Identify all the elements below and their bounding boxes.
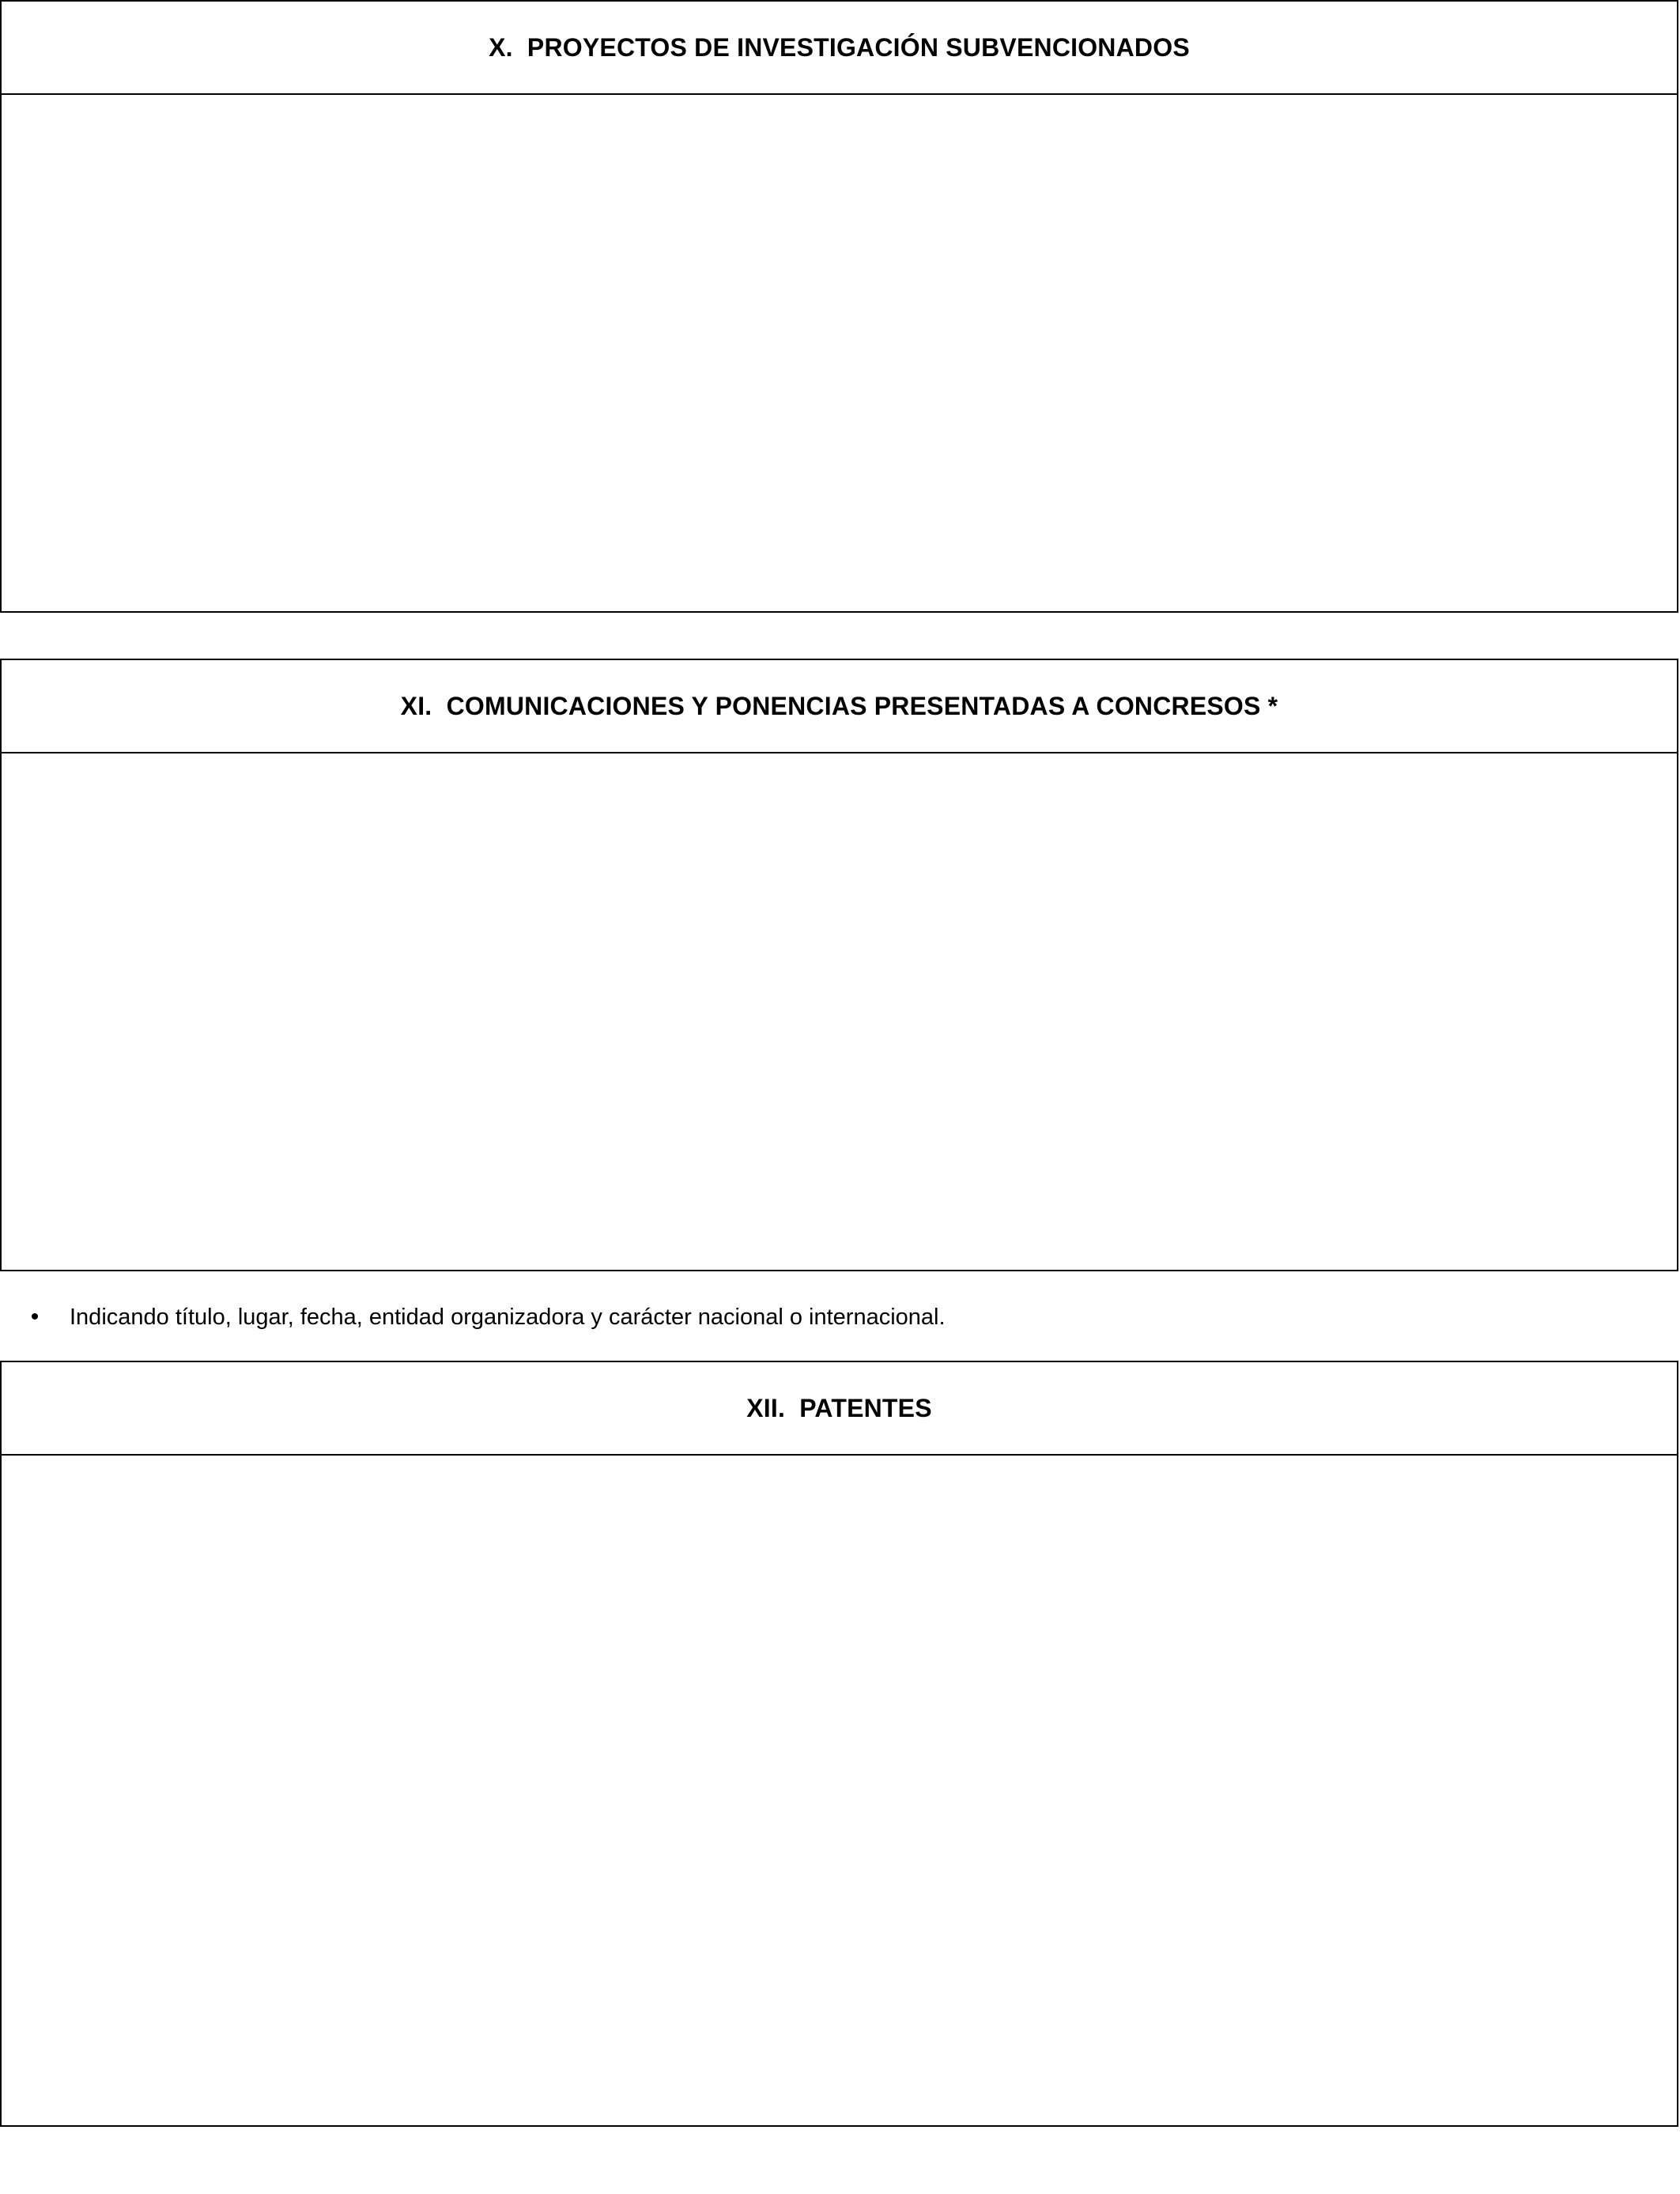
bullet-icon: • [30,1304,40,1330]
footnote-text: Indicando título, lugar, fecha, entidad organizadora y carácter nacional o internacional. [70,1304,946,1330]
section-x-projects [0,0,1678,613]
section-title: X. PROYECTOS DE INVESTIGACIÓN SUBVENCIONADOS [489,32,1190,62]
section-header [2,1362,1677,1456]
section-header [2,2,1677,95]
section-xii-patents [0,1361,1678,2127]
section-content-area[interactable] [2,753,1677,1270]
footnote [0,1300,946,1335]
section-header [2,660,1677,753]
section-content-area[interactable] [2,1456,1677,2125]
section-xi-communications [0,659,1678,1271]
section-title: XII. PATENTES [746,1393,932,1422]
section-title: XI. COMUNICACIONES Y PONENCIAS PRESENTADAS A CONCRESOS * [400,691,1278,720]
section-content-area[interactable] [2,95,1677,611]
